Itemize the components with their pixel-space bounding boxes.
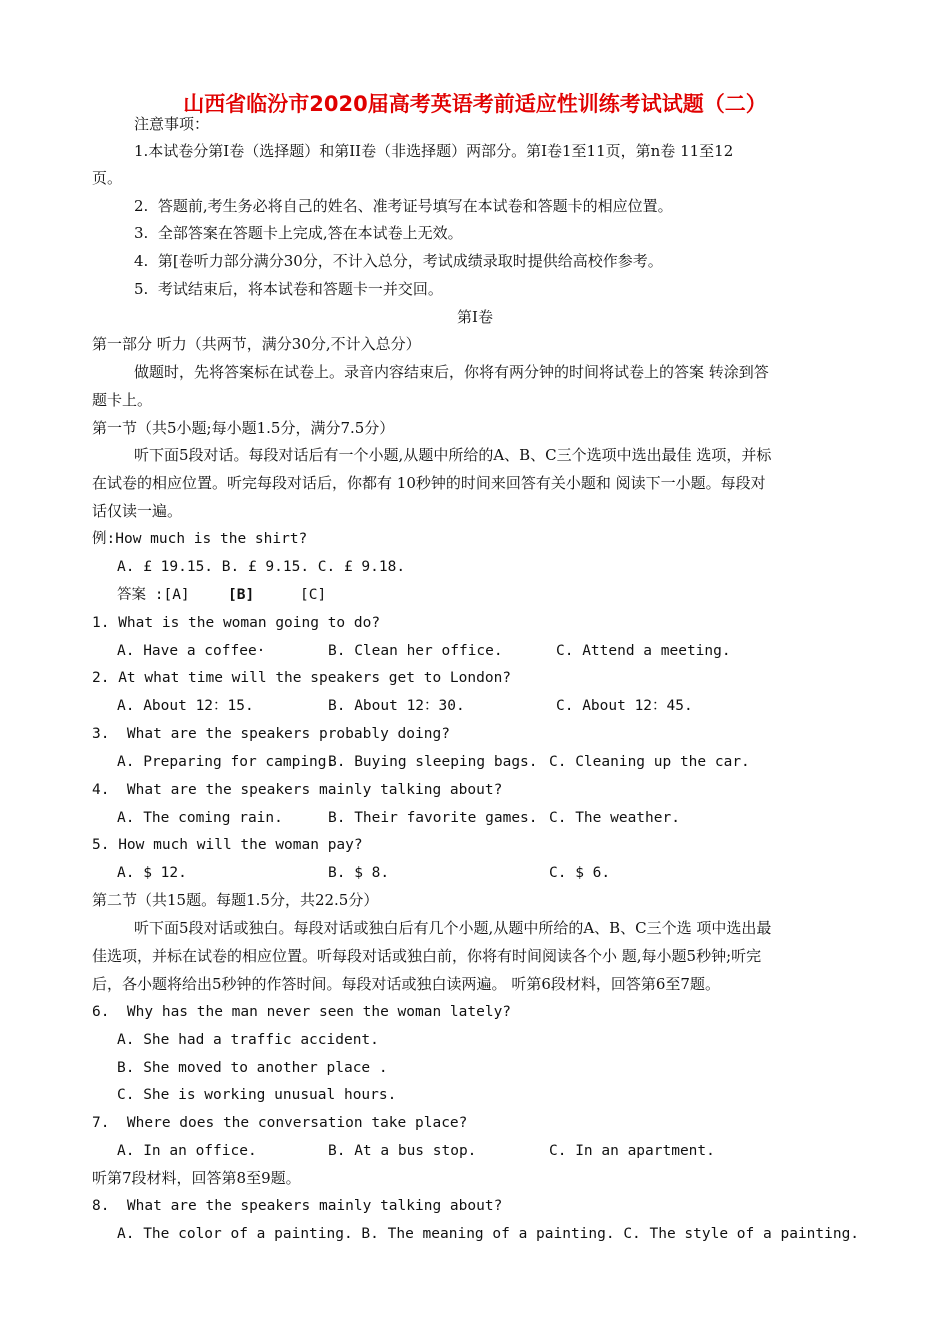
question-1-option-c: C. Attend a meeting. <box>556 643 731 659</box>
question-4-option-b: B. Their favorite games. <box>328 810 538 826</box>
question-4-option-a: A. The coming rain. <box>117 810 283 826</box>
section2-intro-c: 后，各小题将给出5秒钟的作答时间。每段对话或独白读两遍。 听第6段材料，回答第6至7题。 <box>92 975 720 993</box>
example-answer-label: 答案 :[A] <box>117 587 190 603</box>
notice-item-1b: 页。 <box>92 169 123 187</box>
question-6-option-a: A. She had a traffic accident. <box>117 1032 379 1048</box>
notice-item-2: 2. 答题前,考生务必将自己的姓名、准考证号填写在本试卷和答题卡的相应位置。 <box>134 197 673 215</box>
section1-intro-b: 在试卷的相应位置。听完每段对话后，你都有 10秒钟的时间来回答有关小题和 阅读下一小题。每段对 <box>92 474 766 492</box>
material-7-instruction: 听第7段材料，回答第8至9题。 <box>92 1169 301 1187</box>
question-1-option-b: B. Clean her office. <box>328 643 503 659</box>
question-8-options: A. The color of a painting. B. The meaning of a painting. C. The style of a painting. <box>117 1226 860 1242</box>
example-answer-c: [C] <box>300 587 327 603</box>
part1-intro-b: 题卡上。 <box>92 391 153 409</box>
part1-intro-a: 做题时，先将答案标在试卷上。录音内容结束后，你将有两分钟的时间将试卷上的答案 转涂到答 <box>134 363 769 381</box>
section1-intro-c: 话仅读一遍。 <box>92 502 183 520</box>
example-answer-b: [B] <box>228 587 255 603</box>
question-2: 2. At what time will the speakers get to London? <box>92 670 512 686</box>
question-2-option-b: B. About 12：30. <box>328 698 465 714</box>
question-5-option-a: A. $ 12. <box>117 865 187 881</box>
notice-item-1a: 1.本试卷分第Ⅰ卷（选择题）和第II卷（非选择题）两部分。第Ⅰ卷1至11页，第n卷 11至12 <box>134 142 734 160</box>
question-4: 4. What are the speakers mainly talking about? <box>92 782 503 798</box>
question-1-option-a: A. Have a coffee· <box>117 643 266 659</box>
question-3-option-b: B. Buying sleeping bags. <box>328 754 538 770</box>
question-3-option-a: A. Preparing for camping. <box>117 754 336 770</box>
section1-heading: 第一节（共5小题;每小题1.5分，满分7.5分） <box>92 419 395 437</box>
question-6-option-c: C. She is working unusual hours. <box>117 1087 397 1103</box>
question-7-option-b: B. At a bus stop. <box>328 1143 477 1159</box>
question-4-option-c: C. The weather. <box>549 810 680 826</box>
question-7-option-c: C. In an apartment. <box>549 1143 715 1159</box>
question-5-option-c: C. $ 6. <box>549 865 611 881</box>
question-3-option-c: C. Cleaning up the car. <box>549 754 750 770</box>
question-7-option-a: A. In an office. <box>117 1143 257 1159</box>
section2-intro-b: 佳选项，并标在试卷的相应位置。听每段对话或独白前，你将有时间阅读各个小 题,每小题5秒钟;听完 <box>92 947 762 965</box>
section2-intro-a: 听下面5段对话或独白。每段对话或独白后有几个小题,从题中所给的A、B、C三个选 项中选出最 <box>134 919 772 937</box>
volume-heading: 第Ⅰ卷 <box>457 308 493 326</box>
example-question: 例:How much is the shirt? <box>92 531 308 547</box>
question-1: 1. What is the woman going to do? <box>92 615 381 631</box>
question-5-option-b: B. $ 8. <box>328 865 390 881</box>
question-5: 5. How much will the woman pay? <box>92 837 363 853</box>
question-3: 3. What are the speakers probably doing? <box>92 726 450 742</box>
part1-heading: 第一部分 听力（共两节，满分30分,不计入总分） <box>92 335 421 353</box>
exam-title: 山西省临汾市2020届高考英语考前适应性训练考试试题（二） <box>183 92 767 116</box>
section1-intro-a: 听下面5段对话。每段对话后有一个小题,从题中所给的A、B、C三个选项中选出最佳 选项，并标 <box>134 446 772 464</box>
notice-item-3: 3. 全部答案在答题卡上完成,答在本试卷上无效。 <box>134 224 463 242</box>
question-7: 7. Where does the conversation take place? <box>92 1115 468 1131</box>
section2-heading: 第二节（共15题。每题1.5分，共22.5分） <box>92 891 379 909</box>
question-2-option-a: A. About 12：15. <box>117 698 254 714</box>
notice-item-4: 4. 第[卷听力部分满分30分，不计入总分，考试成绩录取时提供给高校作参考。 <box>134 252 663 270</box>
question-2-option-c: C. About 12：45. <box>556 698 693 714</box>
notice-heading: 注意事项： <box>134 115 210 133</box>
question-8: 8. What are the speakers mainly talking about? <box>92 1198 503 1214</box>
question-6-option-b: B. She moved to another place . <box>117 1060 388 1076</box>
example-options: A. £ 19.15. B. £ 9.15. C. £ 9.18. <box>117 559 406 575</box>
notice-item-5: 5. 考试结束后，将本试卷和答题卡一并交回。 <box>134 280 443 298</box>
question-6: 6. Why has the man never seen the woman lately? <box>92 1004 512 1020</box>
